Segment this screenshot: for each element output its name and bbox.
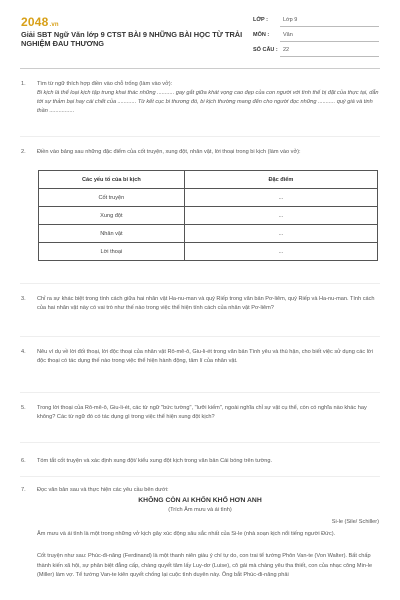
question-number: 5.: [21, 405, 26, 411]
divider: [20, 476, 380, 477]
question-prompt: Trong lời thoại của Rô-mê-ô, Giu-li-ét, các từ ngữ "bức tường", "lưỡi kiếm", ngoài nghĩa chỉ sự vật cụ thể, còn có nghĩa nào khác hay không? Các từ ngữ đó có tác dụng gì trong việc thể hiện xung đột kịch?: [37, 405, 367, 420]
tragedy-elements-table: [38, 170, 378, 261]
table-cell: Lời thoại: [39, 243, 185, 261]
table-row: [39, 207, 378, 225]
divider: [20, 392, 380, 393]
question-prompt: Đọc văn bản sau và thực hiện các yêu cầu bên dưới:: [37, 487, 169, 493]
passage-paragraph: Cốt truyện như sau: Phúc-đi-năng (Ferdinand) là một thanh niên giàu ý chí tự do, con trai tể tướng Phôn Van-te (Von Walter). Bất chấp thành kiến xã hội, sự phân biệt đẳng cấp, chàng quyết tâm lấy Luy-dơ (Luise), cô gái mà chàng yêu tha thiết, con của nhạc công Min-le (Miller) làm vợ. Tể tướng Van-te kiên quyết chống lại cuộc tình duyên này. Ông bắt Phúc-đi-năng phải: [37, 553, 373, 578]
meta-underline: [280, 41, 379, 42]
question-number: 6.: [21, 458, 26, 464]
passage-subtitle: (Trích Âm mưu và ái tình): [168, 507, 232, 513]
question-number: 3.: [21, 296, 26, 302]
question-number: 4.: [21, 349, 26, 355]
question-prompt: Điền vào bảng sau những đặc điểm của cốt truyện, xung đột, nhân vật, lời thoại trong bi kịch (làm vào vở):: [37, 149, 301, 155]
meta-value: Lớp 9: [283, 17, 298, 23]
meta-value: 22: [283, 47, 290, 53]
site-logo[interactable]: 2048.vn: [21, 15, 59, 29]
question-2: [21, 148, 381, 168]
question-prompt: Tìm từ ngữ thích hợp điền vào chỗ trống (làm vào vở):: [37, 81, 173, 87]
passage-author: Si-le (Sile/ Schiller): [331, 519, 379, 525]
table-header-row: [39, 171, 378, 189]
question-prompt: Nêu ví dụ về lời đối thoại, lời độc thoại của nhân vật Rô-mê-ô, Giu-li-ét trong văn bản Tình yêu và thù hận, cho biết việc sử dụng các lời độc thoại có tác dụng thế nào trong việc thể hiện hành động, tâm lí của nhân vật.: [37, 349, 373, 364]
meta-label: MÔN :: [253, 32, 270, 38]
divider: [20, 283, 380, 284]
question-prompt: Tóm tắt cốt truyện và xác định xung đột/ kiểu xung đột kịch trong văn bản Cái bóng trên tường.: [37, 458, 273, 464]
document-title: Giải SBT Ngữ Văn lớp 9 CTST BÀI 9 NHỮNG BÀI HỌC TỪ TRẢI NGHIỆM ĐAU THƯƠNG: [21, 30, 243, 48]
table-cell: ...: [184, 225, 377, 243]
question-number: 7.: [21, 487, 26, 493]
question-4: [21, 348, 381, 378]
meta-row-class: [253, 14, 379, 29]
divider: [20, 136, 380, 137]
meta-block: [253, 14, 379, 59]
meta-label: LỚP :: [253, 17, 268, 23]
meta-underline: [280, 56, 379, 57]
meta-row-count: [253, 44, 379, 59]
question-1: [21, 80, 381, 128]
divider: [20, 336, 380, 337]
question-prompt: Chỉ ra sự khác biệt trong tính cách giữa hai nhân vật Ha-nu-man và quý Riếp trong văn bản Pơ-liêm, quý Riếp và Ha-nu-man. Tính cách của hai nhân vật này có vai trò như thế nào trong việc thể hiện tính cách của nhân vật Pơ-liêm?: [37, 296, 375, 311]
question-number: 2.: [21, 149, 26, 155]
divider: [20, 442, 380, 443]
table-cell: ...: [184, 207, 377, 225]
question-6: [21, 457, 381, 468]
table-cell: ...: [184, 243, 377, 261]
table-row: [39, 243, 378, 261]
column-header: Các yếu tố của bi kịch: [39, 171, 185, 189]
table-row: [39, 225, 378, 243]
passage-paragraph: Âm mưu và ái tình là một trong những vở kịch gây xúc động sâu sắc nhất của Si-le (nhà soạn kịch nổi tiếng người Đức).: [37, 531, 336, 537]
table-row: [39, 189, 378, 207]
header-divider: [20, 68, 380, 69]
table-cell: ...: [184, 189, 377, 207]
question-3: [21, 295, 381, 325]
table-cell: Cốt truyện: [39, 189, 185, 207]
question-7: [21, 486, 381, 496]
meta-value: Văn: [283, 32, 293, 38]
fill-in-text: Bi kịch là thể loại kịch tập trung khai thác những ........... gay gắt giữa khát vọng cao đẹp của con người với tình thế bị đặt của thực tại, dẫn tới sự thảm bại hay cái chết của ............ Từ kết cục bi thương đó, bi kịch thường mang đến cho người đọc những ........... quý giá và tinh thần ................: [37, 90, 379, 114]
table-cell: Xung đột: [39, 207, 185, 225]
passage-title: KHÔNG CÒN AI KHỐN KHỔ HƠN ANH: [138, 497, 262, 504]
table-cell: Nhân vật: [39, 225, 185, 243]
question-5: [21, 404, 381, 434]
question-number: 1.: [21, 81, 26, 87]
meta-row-subject: [253, 29, 379, 44]
column-header: Đặc điểm: [184, 171, 377, 189]
meta-label: SỐ CÂU :: [253, 47, 278, 53]
meta-underline: [280, 26, 379, 27]
